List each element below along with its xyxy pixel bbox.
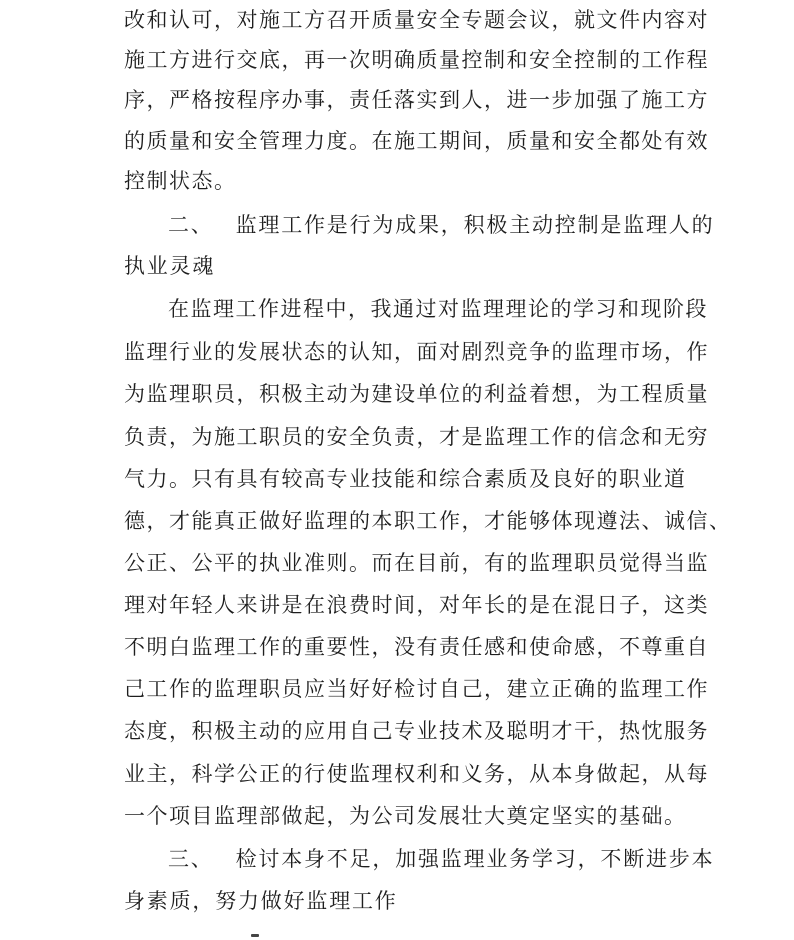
body-text-line: 理对年轻人来讲是在浪费时间，对年长的是在混日子，这类 — [124, 593, 709, 617]
body-text-line: 一个项目监理部做起，为公司发展壮大奠定坚实的基础。 — [124, 804, 687, 828]
body-text-line: 公正、公平的执业准则。而在目前，有的监理职员觉得当监 — [124, 551, 709, 575]
partial-glyph-mark — [251, 934, 259, 937]
body-text-line: 的质量和安全管理力度。在施工期间，质量和安全都处有效 — [124, 129, 709, 153]
body-text-line: 负责，为施工职员的安全负责，才是监理工作的信念和无穷 — [124, 425, 709, 449]
body-text-line: 不明白监理工作的重要性，没有责任感和使命感，不尊重自 — [124, 635, 709, 659]
body-text-line: 己工作的监理职员应当好好检讨自己，建立正确的监理工作 — [124, 677, 709, 701]
body-text-line: 改和认可，对施工方召开质量安全专题会议，就文件内容对 — [124, 8, 709, 32]
section-title: 监理工作是行为成果，积极主动控制是监理人的 — [235, 213, 715, 237]
body-text-line: 控制状态。 — [124, 169, 237, 193]
body-text-line: 监理行业的发展状态的认知，面对剧烈竞争的监理市场，作 — [124, 340, 709, 364]
body-text-line: 为监理职员，积极主动为建设单位的利益着想，为工程质量 — [124, 382, 709, 406]
section-heading-3-continued: 身素质，努力做好监理工作 — [124, 889, 398, 913]
section-heading-2-continued: 执业灵魂 — [124, 254, 216, 278]
body-text-line: 德，才能真正做好监理的本职工作，才能够体现遵法、诚信、 — [124, 509, 732, 533]
body-text-line: 态度，积极主动的应用自己专业技术及聪明才干，热忱服务 — [124, 719, 709, 743]
section-title: 检讨本身不足，加强监理业务学习，不断进步本 — [235, 847, 715, 871]
section-heading-3 — [168, 846, 714, 872]
body-text-line: 气力。只有具有较高专业技能和综合素质及良好的职业道 — [124, 467, 687, 491]
body-text-line: 在监理工作进程中，我通过对监理理论的学习和现阶段 — [168, 297, 708, 321]
body-text-line: 施工方进行交底，再一次明确质量控制和安全控制的工作程 — [124, 48, 709, 72]
body-text-line: 业主，科学公正的行使监理权利和义务，从本身做起，从每 — [124, 762, 709, 786]
section-number: 二、 — [168, 213, 214, 237]
section-heading-2 — [168, 212, 714, 238]
section-number: 三、 — [168, 847, 214, 871]
body-text-line: 序，严格按程序办事，责任落实到人，进一步加强了施工方 — [124, 88, 709, 112]
